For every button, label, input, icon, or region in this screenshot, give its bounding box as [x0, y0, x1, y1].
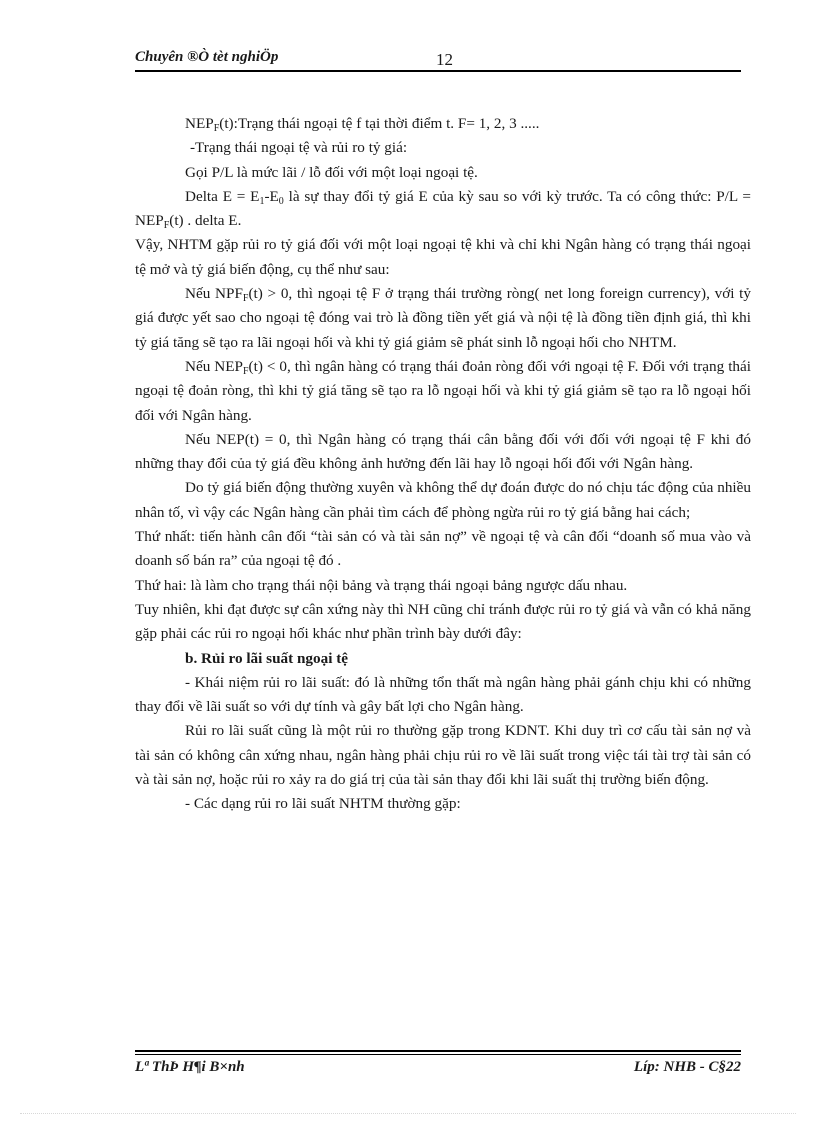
section-heading-interest-risk: b. Rủi ro lãi suất ngoại tệ [185, 649, 349, 667]
subscript: F [242, 293, 249, 305]
footer-rule-thin [135, 1054, 741, 1055]
paragraph-long-position [135, 282, 751, 355]
text-run: (t):Trạng thái ngoại tệ f tại thời điểm t. F= 1, 2, 3 ..... [219, 115, 540, 132]
header-rule [135, 70, 741, 72]
subscript: F [163, 220, 170, 232]
paragraph-exchange-risk-intro: -Trạng thái ngoại tệ và rủi ro tỷ giá: [190, 139, 408, 157]
text-run: Nếu NPF [185, 285, 243, 303]
text-run: Nếu NEP [185, 357, 243, 375]
footer-author: Lª ThÞ H¶i B×nh [135, 1059, 245, 1075]
paragraph-however: Tuy nhiên, khi đạt được sự cân xứng này thì NH cũng chỉ tránh được rủi ro tỷ giá và vẫn có khả năng gặp phải các rủi ro ngoại hối khác như phần trình bày dưới đây: [135, 600, 751, 643]
paragraph-interest-risk-types: - Các dạng rủi ro lãi suất NHTM thường gặp: [185, 795, 461, 813]
subscript: F [242, 365, 249, 377]
subscript: 0 [278, 195, 284, 207]
paragraph-nep-definition [135, 112, 751, 136]
text-run: (t) > 0, thì ngoại tệ F ở trạng thái trường ròng( net long foreign currency), với tỷ giá được yết sao cho ngoại tệ đóng vai trò là đồng tiền yết giá và nội tệ là đồng tiền định giá, thì khi tỷ giá tăng sẽ tạo ra lãi ngoại hối và khi tỷ giá giảm sẽ phát sinh lỗ ngoại hối cho NHTM. [135, 285, 752, 351]
paragraph-delta-formula [135, 185, 751, 234]
text-run: (t) . delta E. [169, 212, 242, 230]
document-body [135, 112, 751, 817]
page-edge [20, 1113, 796, 1114]
text-run: là sự thay đổi tỷ giá E của kỳ sau so với kỳ trước. Ta có công thức: P/L = NEP [135, 187, 751, 230]
paragraph-risk-condition: Vậy, NHTM gặp rủi ro tỷ giá đối với một loại ngoại tệ khi và chỉ khi Ngân hàng có trạng thái ngoại tệ mở và tỷ giá biến động, cụ thể như sau: [135, 236, 751, 278]
paragraph-method-two: Thứ hai: là làm cho trạng thái nội bảng và trạng thái ngoại bảng ngược dấu nhau. [135, 576, 628, 594]
header-title: Chuyên ®Ò tèt nghiÖp [135, 49, 279, 65]
footer-rule [135, 1050, 741, 1052]
text-run: Delta E = E [185, 187, 260, 205]
text-run: (t) < 0, thì ngân hàng có trạng thái đoản ròng đối với ngoại tệ F. Đối với trạng thái ngoại tệ đoản ròng, thì khi tỷ giá tăng sẽ tạo ra lỗ ngoại hối và khi tỷ giá giảm sẽ tạo ra lỗ ngoại hối đối với Ngân hàng. [135, 357, 751, 424]
page-number: 12 [436, 50, 453, 69]
subscript: F [213, 123, 220, 134]
subscript: 1 [259, 195, 265, 207]
text-run: -E [264, 187, 279, 205]
footer-class: Líp: NHB - C§22 [633, 1059, 741, 1075]
paragraph-method-one: Thứ nhất: tiến hành cân đối “tài sản có và tài sản nợ” về ngoại tệ và cân đối “doanh số mua vào và doanh số bán ra” của ngoại tệ đó . [135, 528, 751, 570]
paragraph-hedging-intro: Do tỷ giá biến động thường xuyên và không thể dự đoán được do nó chịu tác động của nhiều nhân tố, vì vậy các Ngân hàng cần phải tìm cách để phòng ngừa rủi ro tỷ giá bằng hai cách; [135, 479, 751, 521]
paragraph-interest-risk-detail: Rủi ro lãi suất cũng là một rủi ro thường gặp trong KDNT. Khi duy trì cơ cấu tài sản nợ và tài sản có không cân xứng nhau, ngân hàng phải chịu rủi ro về lãi suất trong việc tái tài trợ tài sản có và tài sản nợ, hoặc rủi ro xảy ra do giá trị của tài sản thay đổi khi lãi suất thị trường biến động. [135, 722, 751, 789]
paragraph-balanced-position: Nếu NEP(t) = 0, thì Ngân hàng có trạng thái cân bằng đối với đối với ngoại tệ F khi đó những thay đổi của tỷ giá đều không ảnh hưởng đến lãi hay lỗ ngoại hối đối với Ngân hàng. [135, 430, 751, 473]
paragraph-short-position [135, 355, 751, 428]
paragraph-pl-definition: Gọi P/L là mức lãi / lỗ đối với một loại ngoại tệ. [185, 163, 478, 181]
paragraph-interest-risk-concept: - Khái niệm rủi ro lãi suất: đó là những tổn thất mà ngân hàng phải gánh chịu khi có những thay đổi về lãi suất so với dự tính và gây bất lợi cho Ngân hàng. [135, 673, 751, 716]
text-run: NEP [185, 115, 214, 132]
